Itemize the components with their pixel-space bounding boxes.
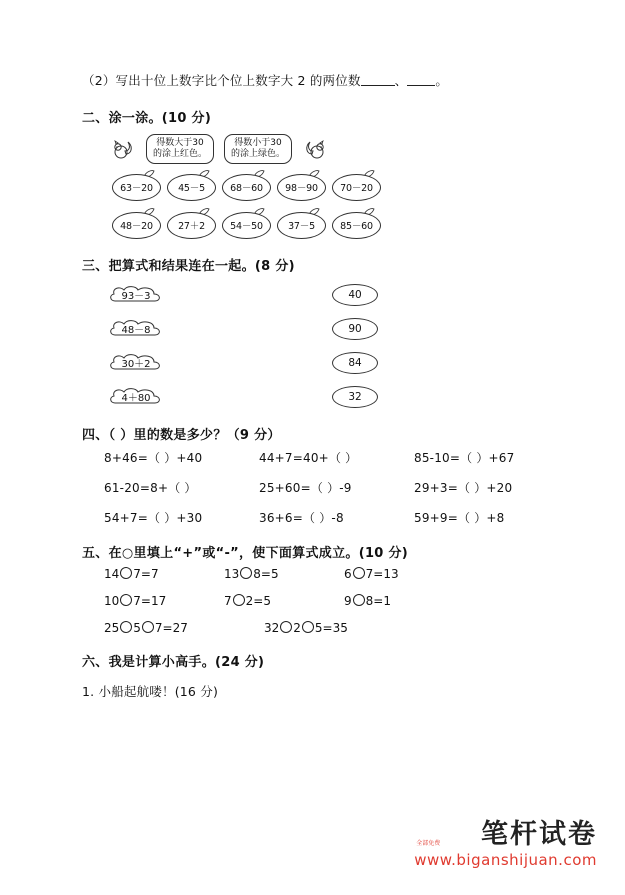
operand-left: 32 — [264, 620, 280, 635]
operator-circle[interactable] — [142, 621, 154, 633]
calc-item[interactable]: 54+7=（ ）+30 — [104, 510, 203, 525]
watermark — [414, 821, 597, 869]
section-5-title: 五、在○里填上“+”或“-”，使下面算式成立。(10 分) — [82, 545, 409, 561]
answer-blank[interactable] — [407, 74, 435, 86]
apple-label: 27＋2 — [167, 212, 216, 239]
result-oval[interactable] — [332, 318, 378, 340]
operand-mid: 2 — [293, 620, 301, 635]
apple-item[interactable] — [277, 170, 324, 201]
operand-left: 7 — [224, 593, 232, 608]
operand-left: 13 — [224, 566, 240, 581]
apple-label: 54－50 — [222, 212, 271, 239]
apple-item[interactable] — [167, 170, 214, 201]
apple-row — [112, 208, 382, 239]
result-label: 84 — [348, 356, 362, 369]
operand-mid: 5 — [133, 620, 141, 635]
result-oval[interactable] — [332, 284, 378, 306]
banner-red-rule — [146, 134, 214, 164]
apple-item[interactable] — [277, 208, 324, 239]
operand-right: 8=1 — [365, 593, 391, 608]
operator-fill-grid — [104, 567, 552, 635]
calc-item[interactable]: 25+60=（ ）-9 — [259, 480, 352, 495]
banner-line-2: 的涂上红色。 — [153, 148, 208, 159]
operator-circle[interactable] — [353, 594, 365, 606]
calc-item[interactable]: 44+7=40+（ ） — [259, 450, 358, 465]
match-row — [108, 352, 408, 374]
line-end: 。 — [435, 73, 449, 88]
question-1-2-text: （2）写出十位上数字比个位上数字大 2 的两位数 — [82, 73, 361, 88]
calc-item[interactable]: 61-20=8+（ ） — [104, 480, 197, 495]
expression-label: 4＋80 — [121, 393, 151, 405]
match-row — [108, 386, 408, 408]
apple-label: 37－5 — [277, 212, 326, 239]
calc-item[interactable]: 29+3=（ ）+20 — [414, 480, 513, 495]
section-6-title: 六、我是计算小高手。(24 分) — [82, 654, 265, 670]
calc-row — [104, 509, 552, 526]
watermark-url: www.biganshijuan.com — [414, 851, 597, 869]
banner-line-2: 的涂上绿色。 — [231, 148, 286, 159]
expression-cloud[interactable] — [108, 284, 164, 306]
expression-label: 93－3 — [121, 291, 151, 303]
result-label: 90 — [348, 322, 362, 335]
operand-left: 9 — [344, 593, 352, 608]
operator-circle[interactable] — [240, 567, 252, 579]
apple-item[interactable] — [112, 170, 159, 201]
apple-item[interactable] — [112, 208, 159, 239]
apple-label: 48－20 — [112, 212, 161, 239]
apple-item[interactable] — [332, 208, 379, 239]
operator-circle[interactable] — [353, 567, 365, 579]
expression-label: 30＋2 — [121, 359, 151, 371]
banner-line-1: 得数大于30 — [156, 137, 204, 148]
calc-row — [104, 479, 552, 496]
circ-item[interactable] — [264, 621, 424, 635]
circ-row — [104, 567, 552, 581]
operand-right: 7=27 — [154, 620, 188, 635]
apple-item[interactable] — [222, 170, 269, 201]
squirrel-icon — [302, 138, 326, 160]
calc-item[interactable]: 85-10=（ ）+67 — [414, 450, 515, 465]
page-content — [82, 72, 552, 700]
circ-row — [104, 621, 552, 635]
apple-item[interactable] — [167, 208, 214, 239]
operand-left: 6 — [344, 566, 352, 581]
match-row — [108, 284, 408, 306]
operand-right: 7=17 — [133, 593, 167, 608]
operand-left: 14 — [104, 566, 120, 581]
fill-in-parentheses-grid — [104, 449, 552, 526]
circ-item[interactable] — [104, 567, 224, 581]
result-label: 40 — [348, 288, 362, 301]
operator-circle[interactable] — [120, 594, 132, 606]
coloring-activity — [112, 134, 382, 239]
result-oval[interactable] — [332, 352, 378, 374]
watermark-badge: 全部免费 — [416, 840, 441, 847]
apple-label: 98－90 — [277, 174, 326, 201]
apple-item[interactable] — [332, 170, 379, 201]
section-4-title: 四、（ ）里的数是多少？（9 分） — [82, 427, 281, 443]
matching-activity — [108, 284, 408, 408]
operator-circle[interactable] — [233, 594, 245, 606]
apple-label: 63－20 — [112, 174, 161, 201]
circ-item[interactable] — [104, 621, 264, 635]
banner-line-1: 得数小于30 — [234, 137, 282, 148]
calc-item[interactable]: 36+6=（ ）-8 — [259, 510, 344, 525]
expression-label: 48－8 — [121, 325, 151, 337]
result-label: 32 — [348, 390, 362, 403]
circ-item[interactable] — [344, 567, 464, 581]
operand-left: 10 — [104, 593, 120, 608]
operand-right: 2=5 — [245, 593, 271, 608]
banner-row — [112, 134, 382, 164]
operator-circle[interactable] — [120, 621, 132, 633]
operand-right: 7=7 — [133, 566, 159, 581]
section-3-title: 三、把算式和结果连在一起。(8 分) — [82, 258, 295, 274]
operand-right: 8=5 — [253, 566, 279, 581]
circ-item[interactable] — [104, 594, 224, 608]
answer-blank[interactable] — [361, 74, 395, 86]
apple-item[interactable] — [222, 208, 269, 239]
squirrel-icon — [112, 138, 136, 160]
expression-cloud[interactable] — [108, 352, 164, 374]
operand-left: 25 — [104, 620, 120, 635]
section-6-sub-question: 1. 小船起航喽！(16 分) — [82, 683, 219, 699]
circ-item[interactable] — [224, 594, 344, 608]
question-1-2 — [82, 72, 552, 91]
apple-label: 70－20 — [332, 174, 381, 201]
watermark-title: 笔杆试卷 — [481, 819, 597, 850]
expression-cloud[interactable] — [108, 386, 164, 408]
blank-separator: 、 — [394, 73, 408, 88]
expression-cloud[interactable] — [108, 318, 164, 340]
circ-item[interactable] — [224, 567, 344, 581]
result-oval[interactable] — [332, 386, 378, 408]
operand-right: 5=35 — [314, 620, 348, 635]
operator-circle[interactable] — [120, 567, 132, 579]
apple-row — [112, 170, 382, 201]
circ-item[interactable] — [344, 594, 464, 608]
calc-item[interactable]: 8+46=（ ）+40 — [104, 450, 203, 465]
operator-circle[interactable] — [302, 621, 314, 633]
operand-right: 7=13 — [365, 566, 399, 581]
calc-row — [104, 449, 552, 466]
apple-label: 68－60 — [222, 174, 271, 201]
apple-label: 45－5 — [167, 174, 216, 201]
circ-row — [104, 594, 552, 608]
operator-circle[interactable] — [280, 621, 292, 633]
match-row — [108, 318, 408, 340]
section-2-title: 二、涂一涂。(10 分) — [82, 110, 212, 126]
calc-item[interactable]: 59+9=（ ）+8 — [414, 510, 505, 525]
banner-green-rule — [224, 134, 292, 164]
apple-label: 85－60 — [332, 212, 381, 239]
